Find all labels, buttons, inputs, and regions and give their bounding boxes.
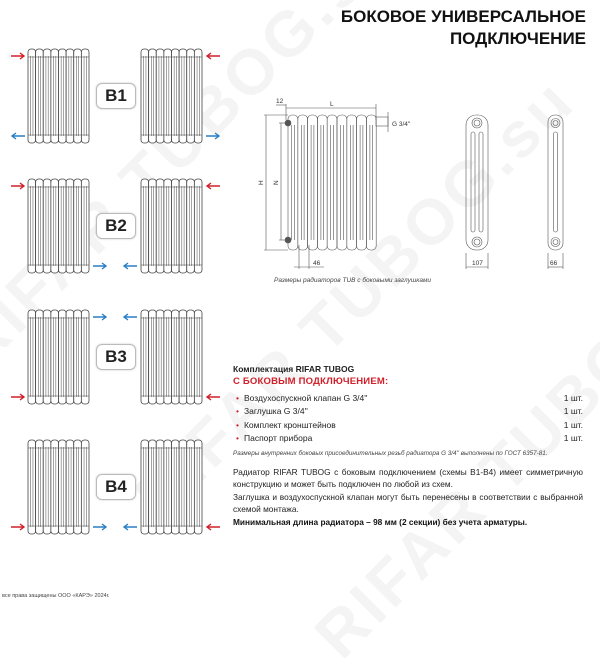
supply-arrow-icon [10, 182, 26, 190]
description [233, 466, 583, 528]
connection-schemes [0, 0, 230, 560]
page-title [341, 6, 586, 50]
kit-item-qty: 1 шт. [563, 406, 583, 417]
radiator-icon [27, 439, 90, 535]
description-p2: Заглушка и воздухоспускной клапан могут быть перенесены в соответствии с выбранной схемой монтажа. [233, 491, 583, 515]
scheme-label: B3 [96, 344, 136, 370]
kit-item [233, 418, 583, 432]
kit-item-qty: 1 шт. [563, 419, 583, 430]
drawing-caption: Размеры радиаторов TUB с боковыми заглушками [274, 277, 432, 284]
dim-107: 107 [472, 260, 483, 267]
return-arrow-icon [122, 523, 138, 531]
return-arrow-icon [122, 313, 138, 321]
return-arrow-icon [92, 262, 108, 270]
supply-arrow-icon [205, 182, 221, 190]
kit-subheading: С БОКОВЫМ ПОДКЛЮЧЕНИЕМ: [233, 376, 389, 387]
kit-note: Размеры внутренних боковых присоединительных резьб радиатора G 3/4'' выполнены по ГОСТ 6357-81. [233, 450, 548, 457]
copyright: все права защищены ООО «КАРЭ» 2024г. [2, 593, 110, 599]
supply-arrow-icon [10, 393, 26, 401]
dim-46: 46 [313, 260, 321, 267]
radiator-icon [140, 178, 203, 274]
supply-arrow-icon [10, 52, 26, 60]
supply-arrow-icon [205, 393, 221, 401]
radiator-icon [140, 48, 203, 144]
radiator-icon [27, 309, 90, 405]
description-p1: Радиатор RIFAR TUBOG с боковым подключением (схемы B1-B4) имеет симметричную конструкцию и может быть подключен по любой из схем. [233, 467, 583, 490]
radiator-icon [140, 309, 203, 405]
kit-item [233, 405, 583, 419]
scheme-label: B4 [96, 474, 136, 500]
scheme-label: B2 [96, 213, 136, 239]
kit-item-name: • Воздухоспускной клапан G 3/4'' [233, 393, 368, 403]
kit-item [233, 432, 583, 446]
kit-item-qty: 1 шт. [563, 433, 583, 444]
return-arrow-icon [92, 313, 108, 321]
radiator-icon [140, 439, 203, 535]
title-line-2: ПОДКЛЮЧЕНИЕ [449, 29, 586, 48]
dim-L: L [330, 101, 334, 108]
kit-heading: Комплектация RIFAR TUBOG [233, 364, 355, 374]
return-arrow-icon [205, 132, 221, 140]
side-view-two-column [548, 115, 563, 269]
return-arrow-icon [10, 132, 26, 140]
dim-12: 12 [276, 98, 284, 105]
kit-item [233, 391, 583, 405]
radiator-icon [27, 48, 90, 144]
kit-contents [233, 364, 583, 457]
supply-arrow-icon [10, 523, 26, 531]
dim-66: 66 [550, 260, 558, 267]
front-view [285, 115, 376, 250]
thread-size: G 3/4'' [392, 121, 411, 128]
dimension-drawing [250, 95, 590, 275]
kit-item-name: • Паспорт прибора [233, 433, 312, 443]
return-arrow-icon [122, 262, 138, 270]
side-view-three-column [466, 115, 488, 269]
kit-item-name: • Комплект кронштейнов [233, 420, 336, 430]
dim-H: H [258, 180, 265, 185]
dim-N: N [273, 180, 280, 185]
description-p3: Минимальная длина радиатора – 98 мм (2 секции) без учета арматуры. [233, 516, 528, 527]
return-arrow-icon [92, 523, 108, 531]
supply-arrow-icon [205, 52, 221, 60]
kit-item-name: • Заглушка G 3/4'' [233, 406, 308, 416]
scheme-label: B1 [96, 83, 136, 109]
radiator-icon [27, 178, 90, 274]
supply-arrow-icon [205, 523, 221, 531]
title-line-1: БОКОВОЕ УНИВЕРСАЛЬНОЕ [340, 7, 586, 26]
kit-item-qty: 1 шт. [563, 392, 583, 403]
